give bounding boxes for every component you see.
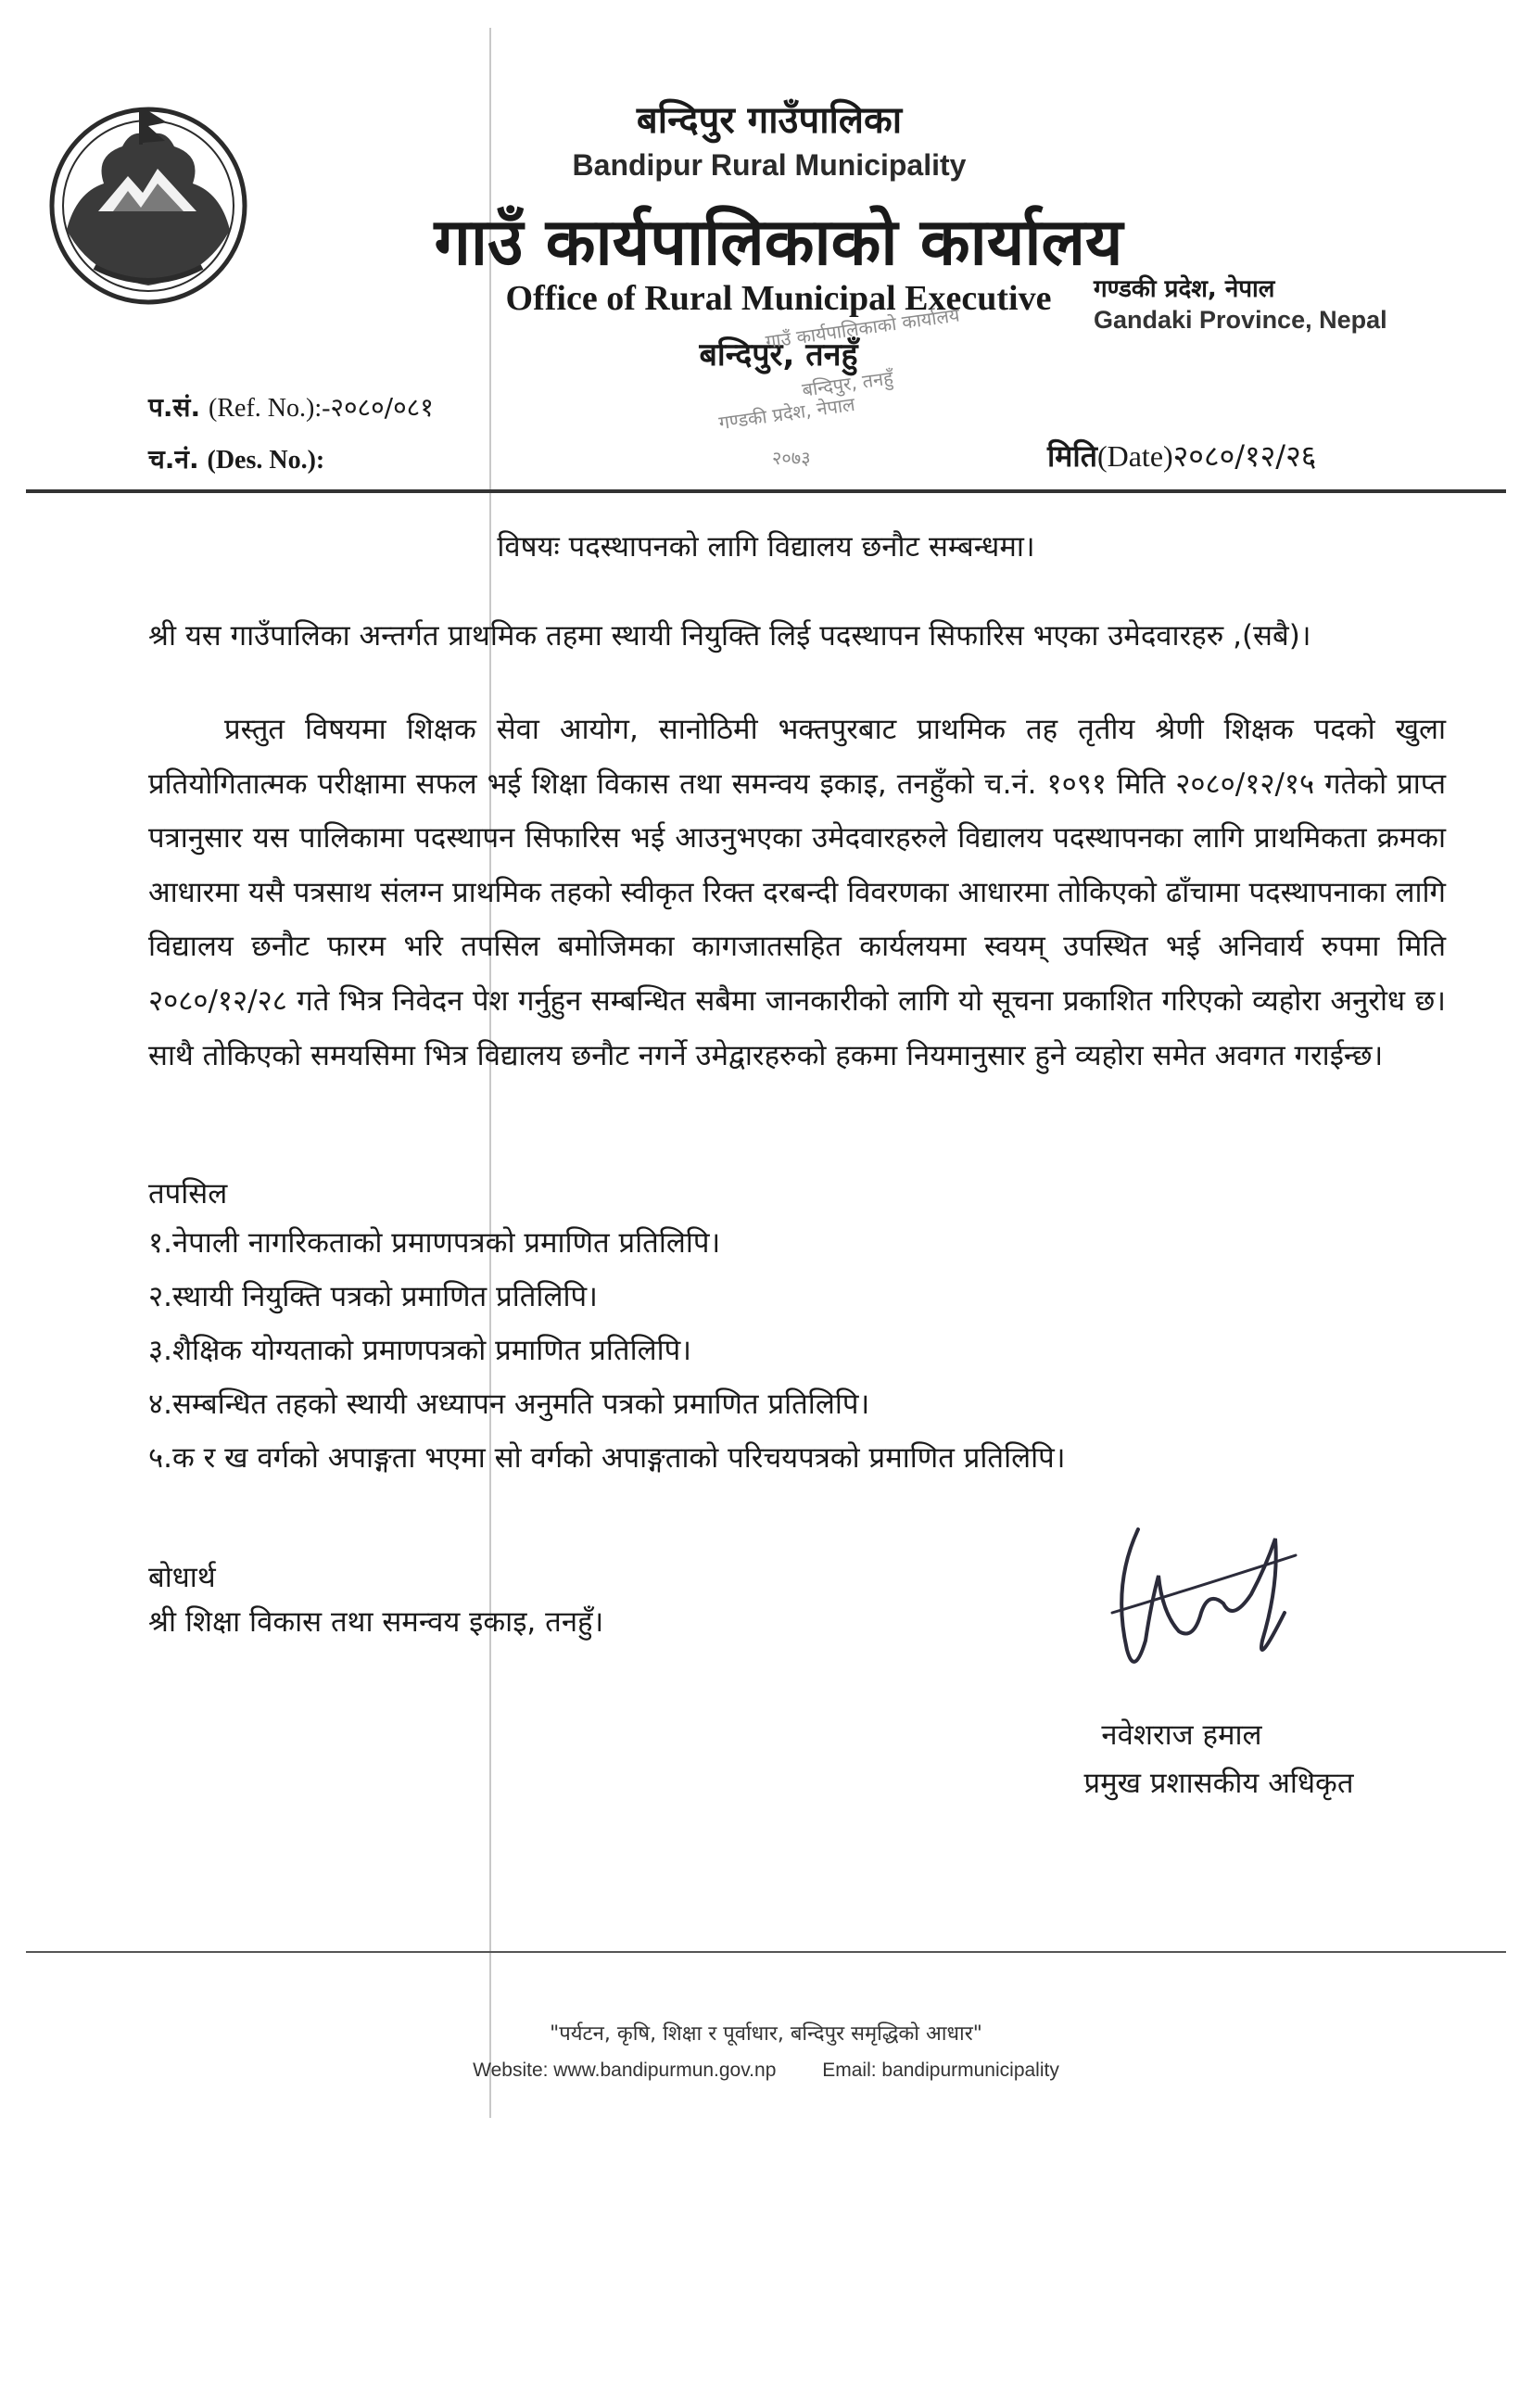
stamp-line-office: गाउँ कार्यपालिकाको कार्यालय bbox=[764, 303, 961, 353]
enclosure-item: १.नेपाली नागरिकताको प्रमाणपत्रको प्रमाणित प्रतिलिपि। bbox=[148, 1226, 721, 1260]
stamp-line-place: बन्दिपुर, तनहुँ bbox=[800, 366, 895, 401]
des-label-nepali: च.नं. bbox=[148, 444, 199, 475]
province-english: Gandaki Province, Nepal bbox=[1094, 306, 1387, 334]
reference-number bbox=[148, 389, 434, 425]
ref-value: २०८०/०८१ bbox=[330, 392, 434, 423]
enclosure-item: ४.सम्बन्धित तहको स्थायी अध्यापन अनुमति पत्रको प्रमाणित प्रतिलिपि। bbox=[148, 1388, 870, 1421]
enclosure-item: २.स्थायी नियुक्ति पत्रको प्रमाणित प्रतिलिपि। bbox=[148, 1280, 598, 1313]
stamp-year: २०७३ bbox=[772, 447, 811, 469]
signatory-title: प्रमुख प्रशासकीय अधिकृत bbox=[1083, 1767, 1354, 1800]
copy-to-title: बोधार्थ bbox=[148, 1561, 216, 1594]
letter-date bbox=[1047, 436, 1316, 475]
municipality-name-nepali: बन्दिपुर गाउँपालिका bbox=[636, 99, 903, 142]
ref-label-nepali: प.सं. bbox=[148, 392, 201, 423]
date-label-nepali: मिति bbox=[1047, 438, 1097, 474]
letter-subject: विषयः पदस्थापनको लागि विद्यालय छनौट सम्बन्धमा। bbox=[497, 530, 1035, 564]
enclosure-title: तपसिल bbox=[148, 1177, 228, 1210]
municipality-name-english: Bandipur Rural Municipality bbox=[572, 148, 967, 182]
office-location: बन्दिपुर, तनहुँ bbox=[699, 336, 858, 374]
office-name-nepali: गाउँ कार्यपालिकाको कार्यालय bbox=[434, 204, 1123, 280]
office-name-english: Office of Rural Municipal Executive bbox=[505, 279, 1052, 318]
des-label-english: (Des. No.): bbox=[207, 446, 325, 475]
copy-to-recipient: श्री शिक्षा विकास तथा समन्वय इकाइ, तनहुँ। bbox=[148, 1605, 604, 1639]
letter-addressee: श्री यस गाउँपालिका अन्तर्गत प्राथमिक तहमा स्थायी नियुक्ति लिई पदस्थापन सिफारिस भएका उमेदवारहरु ,(सबै)। bbox=[148, 619, 1311, 653]
nepal-emblem-icon bbox=[39, 91, 258, 310]
footer-email: Email: bandipurmunicipality bbox=[822, 2059, 1059, 2081]
enclosure-item: ३.शैक्षिक योग्यताको प्रमाणपत्रको प्रमाणित प्रतिलिपि। bbox=[148, 1334, 692, 1367]
footer-divider bbox=[26, 1951, 1506, 1953]
header-divider bbox=[26, 489, 1506, 493]
date-value: २०८०/१२/२६ bbox=[1172, 438, 1317, 474]
letter-body: प्रस्तुत विषयमा शिक्षक सेवा आयोग, सानोठिमी भक्तपुरबाट प्राथमिक तह तृतीय श्रेणी शिक्षक पदको खुला प्रतियोगितात्मक परीक्षामा सफल भई शिक्षा विकास तथा समन्वय इकाइ, तनहुँको च.नं. १०९१ मिति २०८०/१२/१५ गतेको प्राप्त पत्रानुसार यस पालिकामा पदस्थापन सिफारिस भई आउनुभएका उमेदवारहरुले विद्यालय पदस्थापनका लागि प्राथमिकता क्रमका आधारमा यसै पत्रसाथ संलग्न प्राथमिक तहको स्वीकृत रिक्त दरबन्दी विवरणका आधारमा तोकिएको ढाँचामा पदस्थापनाका लागि विद्यालय छनौट फारम भरि तपसिल बमोजिमका कागजातसहित कार्यलयमा स्वयम् उपस्थित भई अनिवार्य रुपमा मिति २०८०/१२/२८ गते भित्र निवेदन पेश गर्नुहुन सम्बन्धित सबैमा जानकारीको लागि यो सूचना प्रकाशित गरिएको व्यहोरा अनुरोध छ।साथै तोकिएको समयसिमा भित्र विद्यालय छनौट नगर्ने उमेद्वारहरुको हकमा नियमानुसार हुने व्यहोरा समेत अवगत गराईन्छ। bbox=[148, 713, 1446, 1072]
ref-label-english: (Ref. No.):- bbox=[209, 394, 331, 423]
dispatch-number bbox=[148, 441, 324, 476]
province-nepali: गण्डकी प्रदेश, नेपाल bbox=[1094, 275, 1275, 303]
office-stamp bbox=[700, 303, 961, 482]
footer-contact bbox=[0, 2059, 1532, 2082]
enclosure-list bbox=[148, 1216, 1353, 1485]
stamp-line-province: गण्डकी प्रदेश, नेपाल bbox=[717, 392, 856, 435]
handwritten-signature bbox=[1094, 1502, 1316, 1687]
date-label-english: (Date) bbox=[1096, 439, 1173, 473]
signatory-name: नवेशराज हमाल bbox=[1101, 1718, 1262, 1752]
footer-website: Website: www.bandipurmun.gov.np bbox=[473, 2059, 777, 2081]
footer-slogan: "पर्यटन, कृषि, शिक्षा र पूर्वाधार, बन्दिपुर समृद्धिको आधार" bbox=[550, 2022, 982, 2046]
enclosure-item: ५.क र ख वर्गको अपाङ्गता भएमा सो वर्गको अपाङ्गताको परिचयपत्रको प्रमाणित प्रतिलिपि। bbox=[148, 1441, 1066, 1475]
